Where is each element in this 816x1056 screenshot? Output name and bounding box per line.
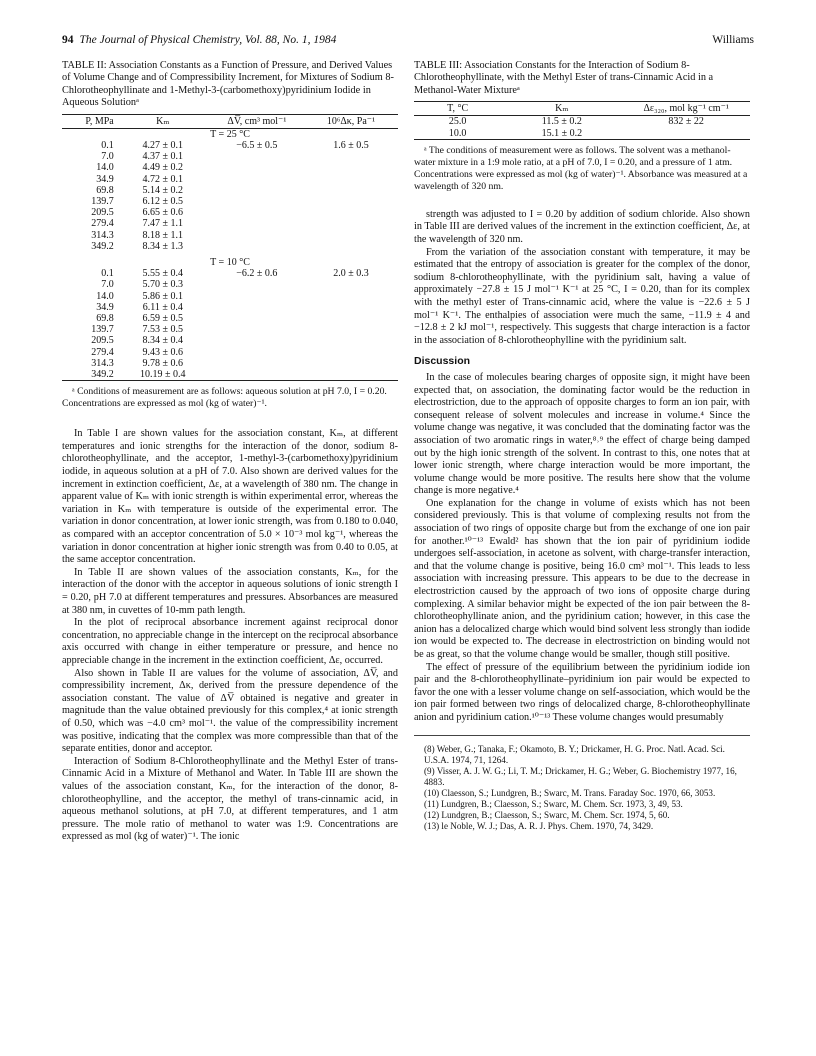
- table-row: [62, 279, 398, 290]
- table-row: [62, 162, 398, 173]
- body-paragraph: From the variation of the association constant with temperature, it may be estimated that the entropy of association is greater for the complex of the donor, sodium 8-chlorotheophyllinate, with the pyridinium salt, having a value of approximately −27.8 ± 15 J mol⁻¹ K⁻¹ at 25 °C, I = 0.20, than for its complex with the methyl ester of Trans-cinnamic acid, where the value is −22.6 ± 5 J mol⁻¹ K⁻¹. The enthalpies of association were much the same, −11.9 ± 4 and −12.8 ± 2 kJ mol⁻¹, respectively. This suggests that charge interaction is a factor in the association of 8-chlorotheophylline with the pyridinium salt.: [414, 246, 750, 346]
- table-cell-t: 10.0: [448, 127, 467, 139]
- table-cell-dk: 2.0 ± 0.3: [333, 268, 369, 280]
- table3-footnote: ᵃ The conditions of measurement were as follows. The solvent was a methanol-water mixture in a 1:9 mole ratio, at a pH of 7.0, I = 0.20, and a pressure of 1 atm. Concentrations were expressed as mol (kg of water)⁻¹. Absorbance was measured at a wavelength of 320 nm.: [414, 144, 748, 192]
- table-cell-km: 8.34 ± 1.3: [142, 240, 184, 252]
- table-cell-km: 6.65 ± 0.6: [142, 207, 184, 219]
- table-row: [62, 151, 398, 162]
- table-cell-p: 209.5: [91, 207, 114, 219]
- table2: [62, 115, 398, 381]
- table-row: [62, 174, 398, 185]
- table-row: [62, 268, 398, 279]
- table-cell-dv: [210, 174, 304, 185]
- table2-col-pressure: P, MPa: [85, 115, 114, 127]
- table3-bottom-rule: [414, 139, 750, 140]
- table-cell-dk: [304, 196, 398, 207]
- table-row: [62, 324, 398, 335]
- table-cell-p: 0.1: [101, 140, 114, 152]
- table2-header-row: [62, 115, 398, 128]
- table-cell-km: 5.86 ± 0.1: [142, 290, 184, 302]
- table-cell-dk: [304, 335, 398, 346]
- body-paragraph: Also shown in Table II are values for the volume of association, ΔV̅, and compressibility increment, Δκ, derived from the pressure dependence of the association constant. The value of ΔV̅ obtained is negative and greater in magnitude than the value obtained previously for this complex,⁴ at ionic strength of 0.50, which was −4.0 cm³ mol⁻¹. the value of the compressibility increment was positive, indicating that the complex was more compressible than that of the separate entities, donor and acceptor.: [62, 667, 398, 755]
- table2-bottom-rule: [62, 380, 398, 381]
- table-row: [62, 185, 398, 196]
- table-cell-km: 4.72 ± 0.1: [142, 173, 184, 185]
- table-cell-km: 9.78 ± 0.6: [142, 357, 184, 369]
- table-cell-dk: [304, 162, 398, 173]
- table-row: [62, 196, 398, 207]
- journal-citation: The Journal of Physical Chemistry, Vol. 88, No. 1, 1984: [79, 34, 337, 46]
- table3-col-temperature: T, °C: [447, 103, 469, 115]
- table-cell-t: 25.0: [448, 116, 467, 128]
- table-row: [62, 369, 398, 380]
- table-row: [62, 241, 398, 252]
- table3-col-extinction: Δε₃₂₀, mol kg⁻¹ cm⁻¹: [643, 103, 729, 115]
- discussion-text: [414, 372, 750, 725]
- author-name: Williams: [712, 34, 754, 46]
- running-header: [62, 34, 336, 46]
- table-row: [62, 291, 398, 302]
- table-row: [62, 358, 398, 369]
- body-paragraph: strength was adjusted to I = 0.20 by addition of sodium chloride. Also shown in Table III are derived values of the increment in the extinction coefficient, Δε, at the wavelength of 320 nm.: [414, 208, 750, 246]
- table-cell-dk: [304, 358, 398, 369]
- table-cell-dk: 1.6 ± 0.5: [333, 140, 369, 152]
- table-cell-dk: [304, 185, 398, 196]
- body-paragraph: In Table II are shown values of the association constants, Kₘ, for the interaction of the donor with the acceptor in aqueous solutions of ionic strength I = 0.20, pH 7.0 at different temperatures and pressures. Absorbances are measured at 380 nm, in cuvettes of 10-mm path length.: [62, 566, 398, 616]
- table-row: [62, 313, 398, 324]
- table-cell-km: 4.37 ± 0.1: [142, 151, 184, 163]
- table3-header-row: [414, 102, 750, 115]
- table3: [414, 102, 750, 139]
- table-cell-p: 7.0: [101, 151, 114, 163]
- reference-item: (8) Weber, G.; Tanaka, F.; Okamoto, B. Y.; Drickamer, H. G. Proc. Natl. Acad. Sci. U.S.A. 1974, 71, 1264.: [424, 743, 725, 765]
- table-cell-dv: [210, 279, 304, 290]
- table-cell-dv: [210, 324, 304, 335]
- table-row: [62, 347, 398, 358]
- discussion-heading: Discussion: [414, 355, 471, 368]
- table-row: [414, 116, 750, 127]
- table-cell-dk: [304, 207, 398, 218]
- table-cell-dk: [304, 174, 398, 185]
- body-paragraph: The effect of pressure of the equilibrium between the pyridinium iodide ion pair and the 8-chlorotheophyllinate–pyridinium ion pair would be expected to favor the one with a lesser volume change on self-association, which would be the ion pair formed between two rings of delocalized charge, 8-chlorotheophyllinate anion and pyridinium cation.¹⁰⁻¹³ These volume changes would presumably: [414, 661, 750, 723]
- table-cell-dv: [210, 207, 304, 218]
- table-cell-p: 139.7: [91, 196, 114, 208]
- table-cell-p: 69.8: [96, 313, 114, 325]
- table-cell-dv: [210, 218, 304, 229]
- table-row: [62, 207, 398, 218]
- reference-item: (11) Lundgren, B.; Claesson, S.; Swarc, M. Chem. Scr. 1973, 3, 49, 53.: [424, 798, 683, 809]
- table-cell-p: 279.4: [91, 218, 114, 230]
- body-paragraph: Interaction of Sodium 8-Chlorotheophyllinate and the Methyl Ester of trans-Cinnamic Acid in a Mixture of Methanol and Water. In Table III are shown the values of the association constant, Kₘ, for the interaction of the donor, 8-chlorotheophylline, and the acceptor, the methyl of trans-cinnamic acid, in aqueous methanol solutions, at pH 7.0, at different temperatures, and 1 atm pressure. The mole ratio of methanol to water was 1:9. Concentrations are expressed as mol (kg of water)⁻¹. The ionic: [62, 755, 398, 843]
- table-cell-p: 314.3: [91, 229, 114, 241]
- table3-col-km: Kₘ: [555, 103, 569, 115]
- table2-caption: TABLE II: Association Constants as a Function of Pressure, and Derived Values of Volume Change and of Compressibility Increment, for Mixtures of Sodium 8-Chlorotheophyllinate and 1-Methyl-3-(carbomethoxy)pyridinium Iodide in Aqueous Solutionᵃ: [62, 60, 394, 109]
- table2-col-compressibility: 10⁶Δκ, Pa⁻¹: [326, 115, 376, 127]
- table-cell-dk: [304, 279, 398, 290]
- table-cell-km: 4.27 ± 0.1: [142, 140, 184, 152]
- table-cell-dv: [210, 302, 304, 313]
- table-cell-p: 14.0: [96, 290, 114, 302]
- table-row: [62, 230, 398, 241]
- left-column: [62, 60, 398, 844]
- table-cell-de: 832 ± 22: [668, 116, 704, 128]
- table2-group-25c: T = 25 °C: [210, 128, 250, 140]
- body-paragraph: In Table I are shown values for the association constant, Kₘ, at different temperatures and ionic strengths for the interaction of the donor, sodium 8-chlorotheophyllinate, and the acceptor, 1-methyl-3-(carbomethoxy)pyridinium iodide, in aqueous solution at a pH of 7.0. Also shown are derived values for the increment in extinction coefficient, Δε, at a wavelength of 380 nm. The change in apparent value of Kₘ with ionic strength is within experimental error, whereas the variation in Kₘ with temperature is outside of the experimental error. The variation in donor concentration, at lower ionic strength, was from 0.180 to 0.040, as compared with an acceptor concentration of 5.0 × 10⁻³ mol kg⁻¹, whereas the variation in donor concentration at higher ionic strength was from 0.40 to 0.05, at the same acceptor concentration.: [62, 428, 398, 566]
- table-cell-dk: [304, 291, 398, 302]
- table2-group-10c: T = 10 °C: [210, 257, 250, 269]
- table-row: [62, 218, 398, 229]
- body-paragraph: In the plot of reciprocal absorbance increment against reciprocal donor concentration, no appreciable change in the intercept on the reciprocal absorbance axis occurred with change in either temperature or pressure, and hence no appreciable change in the increment in the extinction coefficient, Δε, occurred.: [62, 617, 398, 666]
- table-cell-p: 34.9: [96, 173, 114, 185]
- table2-col-km: Kₘ: [156, 115, 170, 127]
- table2-col-volume: ΔV̅, cm³ mol⁻¹: [227, 115, 287, 127]
- table-cell-p: 279.4: [91, 346, 114, 358]
- table-cell-km: 15.1 ± 0.2: [541, 127, 583, 139]
- table-cell-km: 5.55 ± 0.4: [142, 268, 184, 280]
- table-cell-p: 7.0: [101, 279, 114, 291]
- right-column: [414, 60, 750, 832]
- table-row: [62, 302, 398, 313]
- table-cell-dk: [304, 151, 398, 162]
- table-cell-dv: [210, 313, 304, 324]
- table-cell-km: 6.59 ± 0.5: [142, 313, 184, 325]
- table-cell-dk: [304, 302, 398, 313]
- table-cell-p: 314.3: [91, 357, 114, 369]
- table-cell-dk: [304, 324, 398, 335]
- table-row: [62, 335, 398, 346]
- table-cell-km: 8.34 ± 0.4: [142, 335, 184, 347]
- table-cell-km: 10.19 ± 0.4: [140, 369, 186, 381]
- table-cell-dk: [304, 347, 398, 358]
- table-cell-p: 0.1: [101, 268, 114, 280]
- table-cell-km: 5.14 ± 0.2: [142, 184, 184, 196]
- body-paragraph: One explanation for the change in volume of exists which has not been considered previously. This is that volume of complexing results not from the association of two rings of opposite charge but from the exchange of one ion pair for another.¹⁰⁻¹³ Ewald² has shown that the ion pair of pyridinium iodide undergoes self-association, in acetone as solvent, with charge-transfer interaction, and that the volume change is positive, being 16.0 cm³ mol⁻¹. This leads to less association with increasing pressure. This appears to be due to the decrease in electrostriction caused by the approach of two ions of opposite charge during complexing. A similar behavior might be expected of the ion pair between the 8-chlorotheophyllinate anion, and the pyridinium cation; however, in this case the anion has a delocalized charge which would bind solvent less strongly than iodide ion would be expected to. The decrease in electrostriction on binding would not be as great, so that the volume change would be smaller, though still positive.: [414, 497, 750, 661]
- table-cell-p: 14.0: [96, 162, 114, 174]
- table3-caption: TABLE III: Association Constants for the Interaction of Sodium 8-Chlorotheophyllinate, with the Methyl Ester of trans-Cinnamic Acid in a Methanol-Water Mixtureᵃ: [414, 60, 714, 96]
- table-cell-dv: [210, 291, 304, 302]
- table-cell-dk: [304, 230, 398, 241]
- page-number: 94: [62, 34, 74, 46]
- reference-item: (13) le Noble, W. J.; Das, A. R. J. Phys. Chem. 1970, 74, 3429.: [424, 820, 654, 831]
- table-cell-dk: [304, 218, 398, 229]
- table-cell-dk: [304, 313, 398, 324]
- table-cell-dv: [210, 196, 304, 207]
- table-cell-km: 4.49 ± 0.2: [142, 162, 184, 174]
- left-body-text: [62, 428, 398, 844]
- table-cell-dv: [210, 230, 304, 241]
- table-cell-p: 69.8: [96, 184, 114, 196]
- table-cell-dk: [304, 369, 398, 380]
- reference-item: (10) Claesson, S.; Lundgren, B.; Swarc, M. Trans. Faraday Soc. 1970, 66, 3053.: [424, 787, 716, 798]
- table-cell-km: 7.53 ± 0.5: [142, 324, 184, 336]
- table-cell-km: 5.70 ± 0.3: [142, 279, 184, 291]
- table-cell-km: 6.12 ± 0.5: [142, 196, 184, 208]
- table-cell-p: 349.2: [91, 369, 114, 381]
- table-cell-dv: [210, 185, 304, 196]
- table-cell-dv: [210, 358, 304, 369]
- table-cell-km: 8.18 ± 1.1: [142, 229, 184, 241]
- table-cell-km: 11.5 ± 0.2: [541, 116, 582, 128]
- references: [414, 735, 750, 832]
- table-cell-p: 139.7: [91, 324, 114, 336]
- table-row: [62, 140, 398, 151]
- table-cell-dv: [210, 162, 304, 173]
- table-cell-p: 209.5: [91, 335, 114, 347]
- table-cell-p: 349.2: [91, 240, 114, 252]
- table2-footnote: ᵃ Conditions of measurement are as follows: aqueous solution at pH 7.0, I = 0.20. Concentrations are expressed as mol (kg of water)⁻¹.: [62, 386, 387, 410]
- table-cell-km: 9.43 ± 0.6: [142, 346, 184, 358]
- reference-item: (9) Visser, A. J. W. G.; Li, T. M.; Drickamer, H. G.; Weber, G. Biochemistry 1977, 16, 4883.: [424, 765, 737, 787]
- table-cell-p: 34.9: [96, 301, 114, 313]
- table-cell-dv: −6.2 ± 0.6: [236, 268, 278, 280]
- body-paragraph: In the case of molecules bearing charges of opposite sign, it might have been expected that, on association, the dominating factor would be the reduction in electrostriction, due to the approach of opposite charges to form an ion pair, with consequent release of solvent molecules and increase in volume.⁴ Since the volume change was negative, it was concluded that the dominating factor was the association of two aromatic rings in water,⁸˒⁹ the effect of charge being damped out by the high ionic strength of the solvent. In contrast to this, one notes that at lower ionic strength, where charge interaction would be more important, the volume change would be more positive. The results here show that the volume change is more negative.⁴: [414, 371, 750, 497]
- reference-item: (12) Lundgren, B.; Claesson, S.; Swarc, M. Chem. Scr. 1974, 5, 60.: [424, 809, 670, 820]
- table-cell-dk: [304, 241, 398, 252]
- table-row: [414, 128, 750, 139]
- table-cell-dv: [210, 335, 304, 346]
- right-body-text: [414, 209, 750, 348]
- table-cell-dv: [210, 241, 304, 252]
- table-cell-dv: [210, 369, 304, 380]
- table-cell-dv: [210, 347, 304, 358]
- table-cell-km: 6.11 ± 0.4: [142, 301, 183, 313]
- table-cell-dv: [210, 151, 304, 162]
- table-cell-de: [622, 128, 750, 139]
- table-cell-km: 7.47 ± 1.1: [142, 218, 184, 230]
- table-cell-dv: −6.5 ± 0.5: [236, 140, 278, 152]
